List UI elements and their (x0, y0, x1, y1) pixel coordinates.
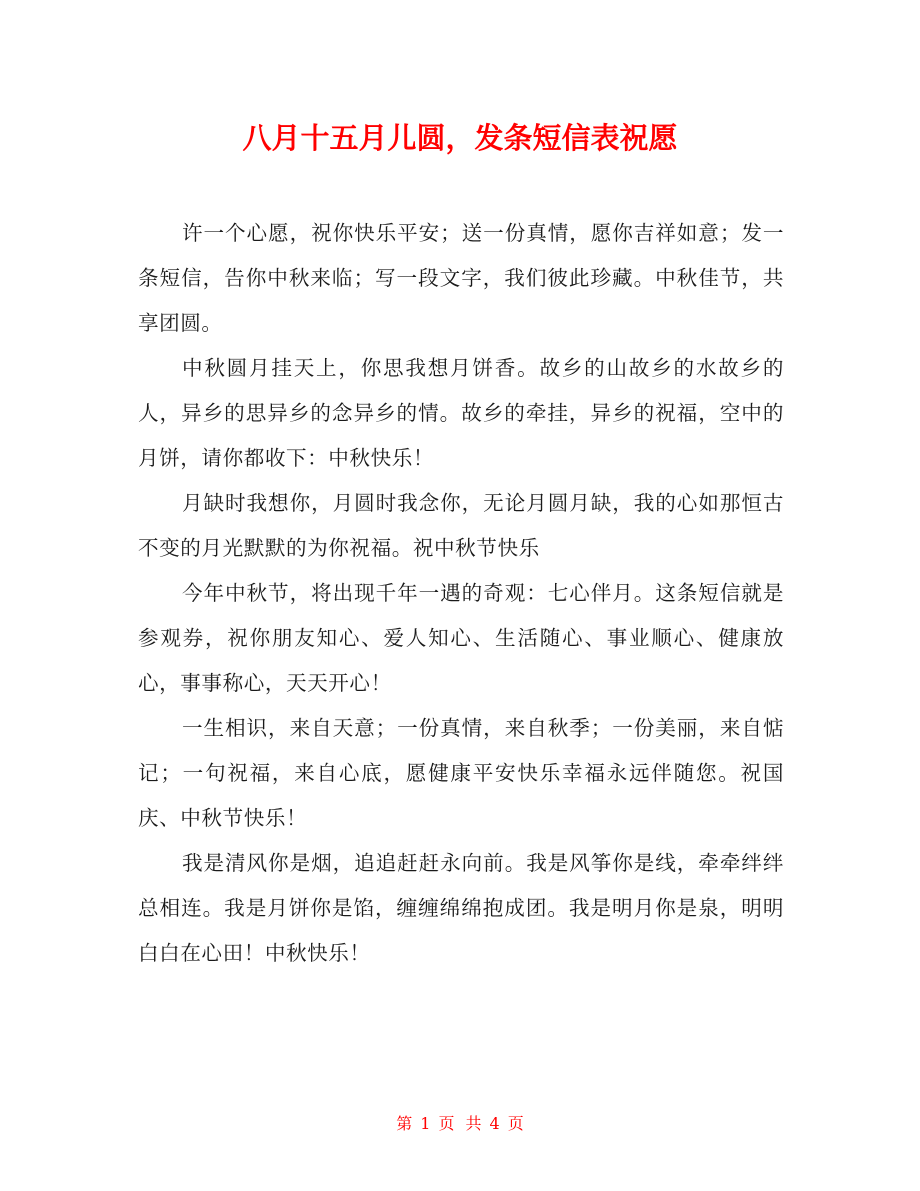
footer-current-page: 1 (420, 1114, 431, 1133)
footer-suffix: 页 (507, 1114, 524, 1133)
paragraph-6: 我是清风你是烟，追追赶赶永向前。我是风筝你是线，牵牵绊绊总相连。我是月饼你是馅，缠缠绵绵抱成团。我是明月你是泉，明明白白在心田！中秋快乐！ (138, 851, 784, 965)
paragraph-1: 许一个心愿，祝你快乐平安；送一份真情，愿你吉祥如意；发一条短信，告你中秋来临；写一段文字，我们彼此珍藏。中秋佳节，共享团圆。 (138, 221, 784, 335)
page-footer (0, 1112, 920, 1136)
footer-prefix: 第 (396, 1114, 413, 1133)
footer-middle: 页 共 (438, 1114, 482, 1133)
paragraph-3: 月缺时我想你，月圆时我念你，无论月圆月缺，我的心如那恒古不变的月光默默的为你祝福。祝中秋节快乐 (138, 491, 784, 560)
document-body (138, 211, 784, 976)
paragraph-2: 中秋圆月挂天上，你思我想月饼香。故乡的山故乡的水故乡的人，异乡的思异乡的念异乡的情。故乡的牵挂，异乡的祝福，空中的月饼，请你都收下：中秋快乐！ (138, 356, 784, 470)
footer-total-pages: 4 (489, 1114, 500, 1133)
document-title: 八月十五月儿圆，发条短信表祝愿 (242, 121, 678, 155)
paragraph-5: 一生相识，来自天意；一份真情，来自秋季；一份美丽，来自惦记；一句祝福，来自心底，愿健康平安快乐幸福永远伴随您。祝国庆、中秋节快乐！ (138, 716, 784, 830)
paragraph-4: 今年中秋节，将出现千年一遇的奇观：七心伴月。这条短信就是参观券，祝你朋友知心、爱人知心、生活随心、事业顺心、健康放心，事事称心，天天开心！ (138, 581, 784, 695)
